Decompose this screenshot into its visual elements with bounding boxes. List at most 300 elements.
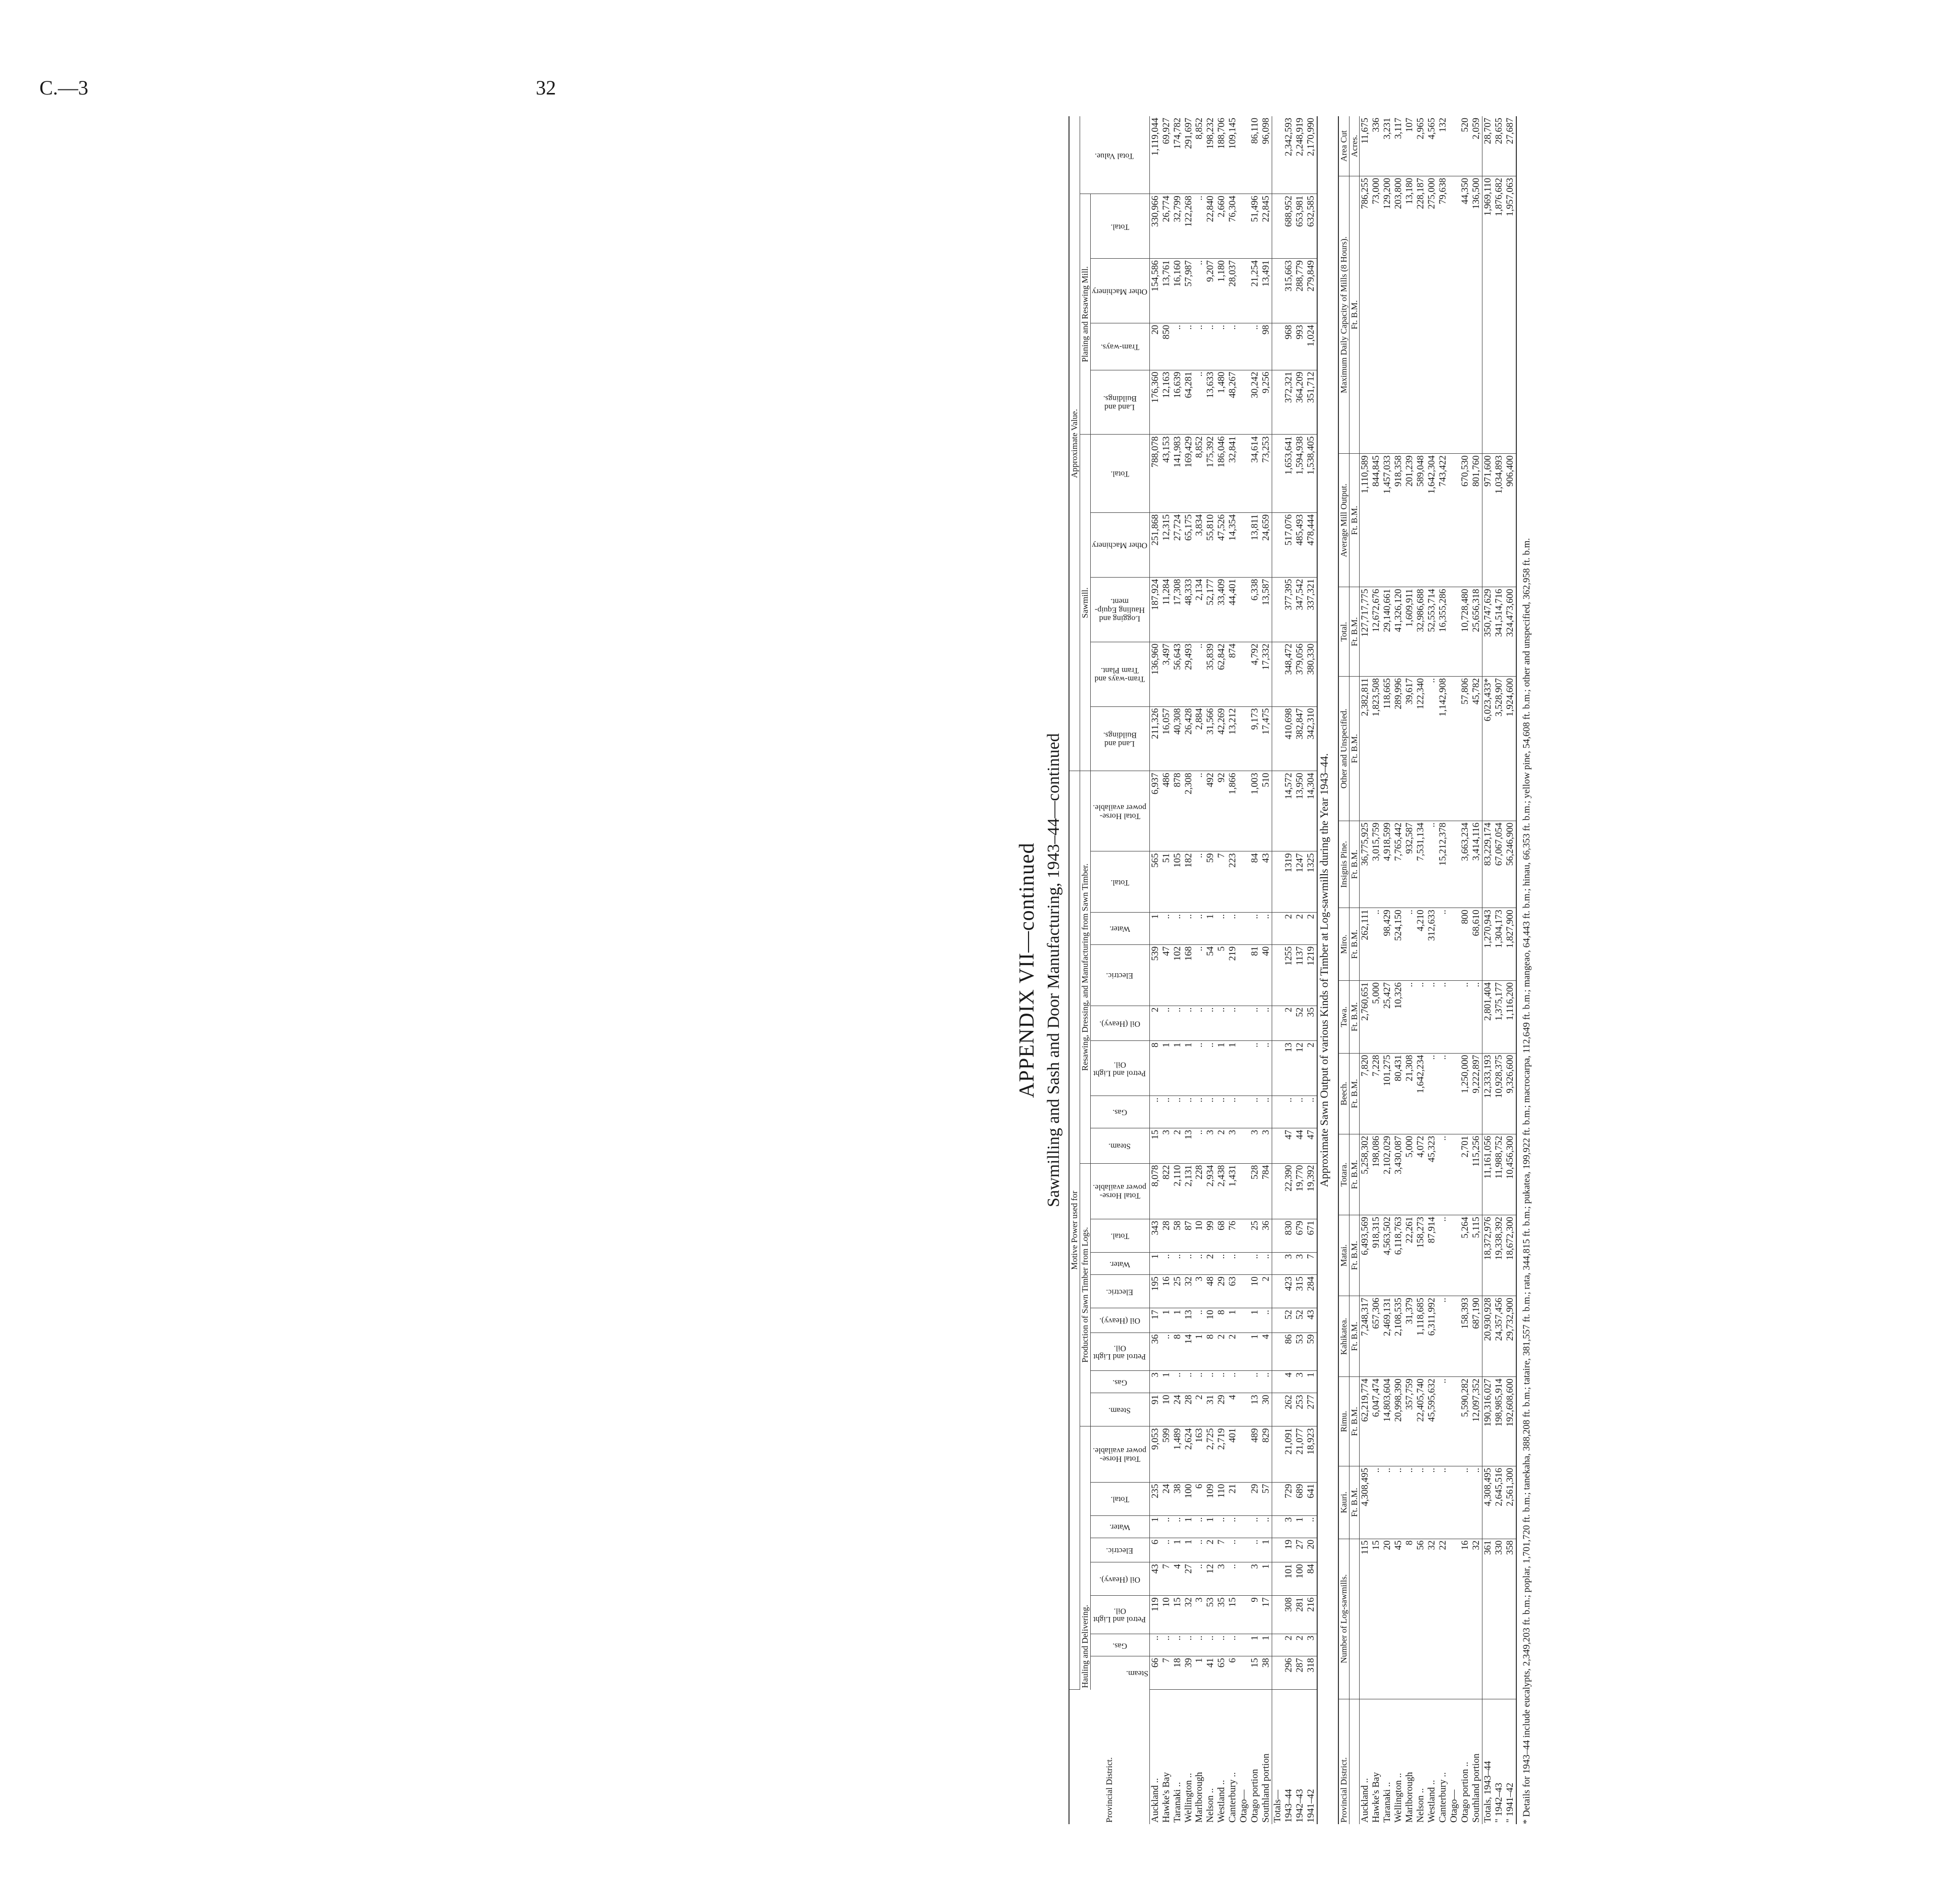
table-cell: 874 <box>1227 642 1238 706</box>
table-cell: .. <box>1194 1371 1205 1393</box>
table-cell: 110 <box>1216 1482 1227 1515</box>
table-cell: 3,834 <box>1194 512 1205 577</box>
col-header-30: Tram-ways. <box>1090 323 1149 370</box>
table-cell: 5,258,302 <box>1360 1134 1371 1215</box>
table-cell: 287 <box>1294 1656 1306 1690</box>
table-cell: 2,110 <box>1172 1163 1183 1219</box>
table-cell: 5 <box>1216 944 1227 1006</box>
table-cell: 31,566 <box>1205 706 1216 771</box>
table-cell: .. <box>1161 1515 1172 1538</box>
table-cell: 186,046 <box>1216 435 1227 512</box>
table-cell: 3 <box>1249 1562 1261 1596</box>
table-cell: 28 <box>1161 1219 1172 1252</box>
table-row <box>1382 116 1393 1824</box>
table-cell: 3 <box>1194 1275 1205 1308</box>
col-header-23: Total Horse-power available. <box>1090 771 1149 851</box>
table-cell: 40,308 <box>1172 706 1183 771</box>
table-cell: .. <box>1437 1377 1449 1466</box>
district-name: 1943–44 <box>1283 1789 1294 1823</box>
table-cell: 127,717,775 <box>1360 587 1371 677</box>
table-cell: 11,675 <box>1360 116 1371 176</box>
table-cell: 36 <box>1261 1219 1272 1252</box>
table-row <box>1172 116 1183 1824</box>
table-cell: 235 <box>1149 1482 1160 1515</box>
table-cell <box>1272 323 1283 370</box>
table-cell: 653,981 <box>1294 194 1306 259</box>
table-cell <box>1272 1275 1283 1308</box>
table-cell: 67,067,054 <box>1494 821 1505 908</box>
table-cell: 43 <box>1149 1562 1160 1596</box>
table-cell: 2,561,300 <box>1505 1466 1516 1539</box>
table-cell: 347,542 <box>1294 577 1306 642</box>
table-cell: 59 <box>1306 1332 1317 1371</box>
table-cell: 262,111 <box>1360 908 1371 981</box>
table-cell: 18,372,976 <box>1482 1215 1493 1296</box>
table-cell: 29 <box>1216 1275 1227 1308</box>
table-cell: 48,333 <box>1183 577 1194 642</box>
table-cell: 84 <box>1306 1562 1317 1596</box>
table-cell <box>1238 1275 1249 1308</box>
table-cell: 41,326,120 <box>1393 587 1404 677</box>
table-row <box>1227 116 1238 1824</box>
table-row <box>1149 116 1160 1824</box>
table-row <box>1505 116 1516 1824</box>
table-cell: 9,222,897 <box>1471 1053 1482 1134</box>
table-cell: .. <box>1283 1096 1294 1128</box>
table-cell: .. <box>1404 1466 1415 1539</box>
table-cell: 2 <box>1294 913 1306 945</box>
table-cell <box>1272 435 1283 512</box>
table-cell: 9 <box>1249 1596 1261 1634</box>
table-cell: 2,934 <box>1205 1163 1216 1219</box>
table-cell <box>1272 577 1283 642</box>
table-cell <box>1449 1296 1460 1377</box>
table-cell: 86 <box>1283 1332 1294 1371</box>
table-cell: 2,469,131 <box>1382 1296 1393 1377</box>
table-cell <box>1238 1332 1249 1371</box>
col-header-11: Oil (Heavy). <box>1090 1308 1149 1332</box>
table-cell: 524,150 <box>1393 908 1404 981</box>
table-cell: 687,190 <box>1471 1296 1482 1377</box>
table-cell: 1 <box>1205 913 1216 945</box>
district-name: Southland portion <box>1261 1753 1272 1823</box>
table-cell: .. <box>1194 1308 1205 1332</box>
table-cell: 13 <box>1283 1041 1294 1096</box>
table-cell: .. <box>1216 1634 1227 1656</box>
table-cell: 38 <box>1172 1482 1183 1515</box>
table-cell: 1,866 <box>1227 771 1238 851</box>
table-cell: 918,315 <box>1371 1215 1382 1296</box>
table-cell <box>1449 1377 1460 1466</box>
table-cell: .. <box>1149 1096 1160 1128</box>
table-cell: 13,212 <box>1227 706 1238 771</box>
table-cell: 315 <box>1294 1275 1306 1308</box>
table-cell: .. <box>1261 1371 1272 1393</box>
table-cell: .. <box>1183 1634 1194 1656</box>
table-cell: 2,624 <box>1183 1426 1194 1482</box>
table-cell: .. <box>1194 1096 1205 1128</box>
motive-power-value-table <box>1069 116 1318 1824</box>
table-cell: 1 <box>1227 1308 1238 1332</box>
table-cell: 25,656,318 <box>1471 587 1482 677</box>
table-cell: 2,248,919 <box>1294 116 1306 194</box>
output-header-13: Average Mill Output. <box>1338 454 1349 587</box>
table-row <box>1283 116 1294 1824</box>
table-cell: 1 <box>1261 1634 1272 1656</box>
table-cell: 228,187 <box>1415 176 1426 453</box>
group-motive-power: Motive Power used for <box>1069 771 1080 1690</box>
table-cell: 32 <box>1183 1275 1194 1308</box>
table-cell: 632,585 <box>1306 194 1317 259</box>
table-cell: 13,633 <box>1205 370 1216 435</box>
table-cell: 670,530 <box>1460 454 1471 587</box>
table-cell: 850 <box>1161 323 1172 370</box>
table-row <box>1415 116 1426 1824</box>
table-cell: 9,173 <box>1249 706 1261 771</box>
col-header-31: Other Machinery <box>1090 259 1149 323</box>
table-cell: 1 <box>1294 1515 1306 1538</box>
table-cell: 510 <box>1261 771 1272 851</box>
unit-label: Acres. <box>1349 116 1360 176</box>
table-cell: 7,820 <box>1360 1053 1371 1134</box>
output-header-8: Tawa. <box>1338 980 1349 1053</box>
table-cell: 53 <box>1205 1596 1216 1634</box>
col-header-9: Gas. <box>1090 1371 1149 1393</box>
table-cell <box>1238 944 1249 1006</box>
group-resawing: Resawing, Dressing, and Manufacturing from Sawn Timber. <box>1080 771 1090 1163</box>
table-cell: 9,256 <box>1261 370 1272 435</box>
table-cell: 1,431 <box>1227 1163 1238 1219</box>
col-header-17: Gas. <box>1090 1096 1149 1128</box>
table-cell <box>1272 1041 1283 1096</box>
table-cell: 16,639 <box>1172 370 1183 435</box>
table-cell: 76,304 <box>1227 194 1238 259</box>
table-cell: 109,145 <box>1227 116 1238 194</box>
table-cell: 29,493 <box>1183 642 1194 706</box>
table-cell: .. <box>1172 323 1183 370</box>
table-cell: 69,927 <box>1161 116 1172 194</box>
unit-label: Ft. B.M. <box>1349 821 1360 908</box>
table-cell: 12,333,193 <box>1482 1053 1493 1134</box>
table-cell: 6,023,433* <box>1482 676 1493 821</box>
table-cell <box>1272 706 1283 771</box>
table-cell: .. <box>1227 1006 1238 1041</box>
table-cell <box>1272 1371 1283 1393</box>
table-cell: 800 <box>1460 908 1471 981</box>
table-cell: 2,660 <box>1216 194 1227 259</box>
table-cell: .. <box>1460 980 1471 1053</box>
table-cell: 39 <box>1183 1656 1194 1690</box>
table-cell: 3 <box>1294 1252 1306 1274</box>
table-cell: 262 <box>1283 1393 1294 1426</box>
table-cell: 115,256 <box>1471 1134 1482 1215</box>
table-cell: 25,427 <box>1382 980 1393 1053</box>
table-cell: 351,712 <box>1306 370 1317 435</box>
table-cell <box>1449 1215 1460 1296</box>
table-cell: 12 <box>1205 1562 1216 1596</box>
table-cell: 1,480 <box>1216 370 1227 435</box>
table-cell <box>1238 1562 1249 1596</box>
table-cell: 1,823,508 <box>1371 676 1382 821</box>
table-cell: 45 <box>1393 1539 1404 1699</box>
table-cell: 2,131 <box>1183 1163 1194 1219</box>
district-name: Otago— <box>1238 1789 1249 1823</box>
table-cell: 878 <box>1172 771 1183 851</box>
table-cell: 56,643 <box>1172 642 1183 706</box>
table-cell: 132 <box>1437 116 1449 176</box>
table-cell: 350,747,629 <box>1482 587 1493 677</box>
table-cell: 2 <box>1216 1332 1227 1371</box>
table-cell: .. <box>1249 323 1261 370</box>
col-header-24: Land and Buildings. <box>1090 706 1149 771</box>
table-cell: 401 <box>1227 1426 1238 1482</box>
table-cell: .. <box>1415 980 1426 1053</box>
table-cell <box>1238 1128 1249 1163</box>
table-cell: 2 <box>1172 1128 1183 1163</box>
table-cell: 57,806 <box>1460 676 1471 821</box>
table-cell: .. <box>1415 1466 1426 1539</box>
table-cell <box>1449 821 1460 908</box>
table-cell: 62,219,774 <box>1360 1377 1371 1466</box>
table-cell: 1137 <box>1294 944 1306 1006</box>
table-cell: 341,514,716 <box>1494 587 1505 677</box>
table-cell: 3,497 <box>1161 642 1172 706</box>
table-cell: 19,392 <box>1306 1163 1317 1219</box>
table-cell: 211,326 <box>1149 706 1160 771</box>
table-cell: 251,868 <box>1149 512 1160 577</box>
table-cell: .. <box>1249 1515 1261 1538</box>
table-cell <box>1238 706 1249 771</box>
table-cell: .. <box>1216 1252 1227 1274</box>
col-header-28: Total. <box>1090 435 1149 512</box>
district-name: Otago portion .. <box>1459 1762 1470 1823</box>
table-cell <box>1272 1332 1283 1371</box>
group-production: Production of Sawn Timber from Logs. <box>1080 1163 1090 1426</box>
unit-label: Ft. B.M. <box>1349 454 1360 587</box>
district-name: Otago— <box>1448 1789 1459 1823</box>
table-cell: 24,659 <box>1261 512 1272 577</box>
table-cell: 24 <box>1172 1393 1183 1426</box>
table-cell: 4 <box>1172 1562 1183 1596</box>
output-header-2: Kauri. <box>1338 1466 1349 1539</box>
district-name: Otago portion <box>1249 1769 1261 1823</box>
table-cell: 201,239 <box>1404 454 1415 587</box>
district-name: Totals, 1943–44 <box>1482 1699 1493 1824</box>
table-cell: 136,500 <box>1471 176 1482 453</box>
table-cell: 5,590,282 <box>1460 1377 1471 1466</box>
table-cell: 57 <box>1261 1482 1272 1515</box>
table-cell: 42,269 <box>1216 706 1227 771</box>
table-cell: 801,760 <box>1471 454 1482 587</box>
table-cell: 284 <box>1306 1275 1317 1308</box>
table-cell: 1,304,173 <box>1494 908 1505 981</box>
table-cell: 1 <box>1249 1332 1261 1371</box>
table-cell: 25 <box>1172 1275 1183 1308</box>
district-name: Hawke's Bay <box>1160 1772 1172 1823</box>
table-cell <box>1449 676 1460 821</box>
table-cell: 2 <box>1149 1006 1160 1041</box>
output-header-5: Matai. <box>1338 1215 1349 1296</box>
group-planing: Planing and Resawing Mill. <box>1080 194 1090 435</box>
table-cell: .. <box>1437 908 1449 981</box>
table-cell: 47 <box>1161 944 1172 1006</box>
table-cell <box>1272 116 1283 194</box>
table-cell: 11,988,752 <box>1494 1134 1505 1215</box>
table-cell: 528 <box>1249 1163 1261 1219</box>
table-cell: 65 <box>1216 1656 1227 1690</box>
table-cell: .. <box>1183 1252 1194 1274</box>
table-cell: 52 <box>1294 1006 1306 1041</box>
table-cell: 198,086 <box>1371 1134 1382 1215</box>
table-cell: 4 <box>1283 1371 1294 1393</box>
table-cell: 784 <box>1261 1163 1272 1219</box>
table-cell: 51 <box>1161 851 1172 913</box>
table-cell <box>1272 1163 1283 1219</box>
table-cell: 129,200 <box>1382 176 1393 453</box>
table-cell: 3 <box>1261 1128 1272 1163</box>
table-cell: .. <box>1306 1096 1317 1128</box>
district-name: Westland .. <box>1216 1780 1227 1823</box>
table-cell: 100 <box>1183 1482 1194 1515</box>
table-cell: 2,059 <box>1471 116 1482 176</box>
table-cell: 28,037 <box>1227 259 1238 323</box>
table-cell: 844,845 <box>1371 454 1382 587</box>
district-name: Marlborough <box>1404 1772 1415 1823</box>
table-cell: 2,965 <box>1415 116 1426 176</box>
table-cell: 25 <box>1249 1219 1261 1252</box>
table-cell: .. <box>1172 1252 1183 1274</box>
table-cell: 22,840 <box>1205 194 1216 259</box>
district-name: " 1941–42 <box>1504 1782 1515 1823</box>
table-cell: 380,330 <box>1306 642 1317 706</box>
table-cell: 101,275 <box>1382 1053 1393 1134</box>
table-cell: .. <box>1382 1466 1393 1539</box>
table-cell: 2,725 <box>1205 1426 1216 1482</box>
table-cell: .. <box>1249 1096 1261 1128</box>
table-cell: 27 <box>1294 1538 1306 1562</box>
table-cell: 182 <box>1183 851 1194 913</box>
table-cell: .. <box>1161 913 1172 945</box>
table-cell: .. <box>1194 259 1205 323</box>
table-cell: 308 <box>1283 1596 1294 1634</box>
table-cell: 21,077 <box>1294 1426 1306 1482</box>
unit-label: Ft. B.M. <box>1349 676 1360 821</box>
table-cell <box>1238 1515 1249 1538</box>
table-cell: .. <box>1194 1252 1205 1274</box>
table-cell: 5,115 <box>1471 1215 1482 1296</box>
table-cell: .. <box>1249 913 1261 945</box>
unit-label: Ft. B.M. <box>1349 1296 1360 1377</box>
table-cell: 2 <box>1194 1393 1205 1426</box>
col-header-19: Oil (Heavy). <box>1090 1006 1149 1041</box>
table-cell: 277 <box>1306 1393 1317 1426</box>
table-cell: 3,231 <box>1382 116 1393 176</box>
table-cell: .. <box>1249 1252 1261 1274</box>
table-cell: 14,572 <box>1283 771 1294 851</box>
table-cell: .. <box>1216 1096 1227 1128</box>
table-cell: 296 <box>1283 1656 1294 1690</box>
table-cell: 47 <box>1306 1128 1317 1163</box>
unit-label <box>1349 1539 1360 1699</box>
col-header-4: Electric. <box>1090 1538 1149 1562</box>
table-cell: .. <box>1261 1041 1272 1096</box>
col-header-14: Total. <box>1090 1219 1149 1252</box>
table-cell: .. <box>1205 1006 1216 1041</box>
table-cell: .. <box>1194 642 1205 706</box>
table-cell: 32,986,688 <box>1415 587 1426 677</box>
table-cell: 101 <box>1283 1562 1294 1596</box>
table-cell: 14,354 <box>1227 512 1238 577</box>
table-cell: 2,645,516 <box>1494 1466 1505 1539</box>
table-cell: 7 <box>1161 1562 1172 1596</box>
table-cell: 28,655 <box>1494 116 1505 176</box>
table-cell <box>1238 1596 1249 1634</box>
table-cell: 2,102,029 <box>1382 1134 1393 1215</box>
table-cell <box>1272 1308 1283 1332</box>
table-cell: 918,358 <box>1393 454 1404 587</box>
table-cell: 6,118,763 <box>1393 1215 1404 1296</box>
table-cell: 16,355,286 <box>1437 587 1449 677</box>
col-header-29: Land and Buildings. <box>1090 370 1149 435</box>
table-cell: 87,914 <box>1426 1215 1437 1296</box>
table-cell: 2,438 <box>1216 1163 1227 1219</box>
district-name: Southland portion <box>1470 1753 1481 1823</box>
table-cell: 9,326,600 <box>1505 1053 1516 1134</box>
table-cell: 81 <box>1249 944 1261 1006</box>
table-cell: 13,180 <box>1404 176 1415 453</box>
table-cell: 1,653,641 <box>1283 435 1294 512</box>
table-cell: 55,810 <box>1205 512 1216 577</box>
col-total-value: Total Value. <box>1080 116 1149 194</box>
table-cell: 198,232 <box>1205 116 1216 194</box>
table-cell: 26,428 <box>1183 706 1194 771</box>
table-cell <box>1449 116 1460 176</box>
output-header-4: Kahikatea. <box>1338 1296 1349 1377</box>
table-cell: 517,076 <box>1283 512 1294 577</box>
sawn-output-table <box>1338 116 1517 1824</box>
table-cell: 29,140,661 <box>1382 587 1393 677</box>
table-cell: 3 <box>1294 1371 1306 1393</box>
col-header-16: Steam. <box>1090 1128 1149 1163</box>
table-cell <box>1238 259 1249 323</box>
table-cell: 79,638 <box>1437 176 1449 453</box>
table-cell: .. <box>1205 323 1216 370</box>
table-cell <box>1238 323 1249 370</box>
table-cell: 1 <box>1227 1041 1238 1096</box>
output-header-0: Provincial District. <box>1338 1699 1349 1824</box>
table-cell: 38 <box>1261 1656 1272 1690</box>
table-cell: 219 <box>1227 944 1238 1006</box>
table-cell: 27,687 <box>1505 116 1516 176</box>
appendix-title: APPENDIX VII—continued <box>1015 842 1039 1098</box>
table-cell <box>1238 1482 1249 1515</box>
table-cell: .. <box>1371 1466 1382 1539</box>
table-cell: 486 <box>1161 771 1172 851</box>
table-cell: 1,457,033 <box>1382 454 1393 587</box>
table-cell: 3,430,087 <box>1393 1134 1404 1215</box>
table-cell <box>1272 1562 1283 1596</box>
col-header-0: Steam. <box>1090 1656 1149 1690</box>
table-cell: 330,966 <box>1149 194 1160 259</box>
table-cell: .. <box>1426 1053 1437 1134</box>
table-cell: .. <box>1393 1466 1404 1539</box>
table-cell: 169,429 <box>1183 435 1194 512</box>
table-cell: 906,400 <box>1505 454 1516 587</box>
table-cell: 4,210 <box>1415 908 1426 981</box>
table-cell: 8 <box>1205 1332 1216 1371</box>
table-cell: 22,390 <box>1283 1163 1294 1219</box>
unit-label: Ft. B.M. <box>1349 1053 1360 1134</box>
